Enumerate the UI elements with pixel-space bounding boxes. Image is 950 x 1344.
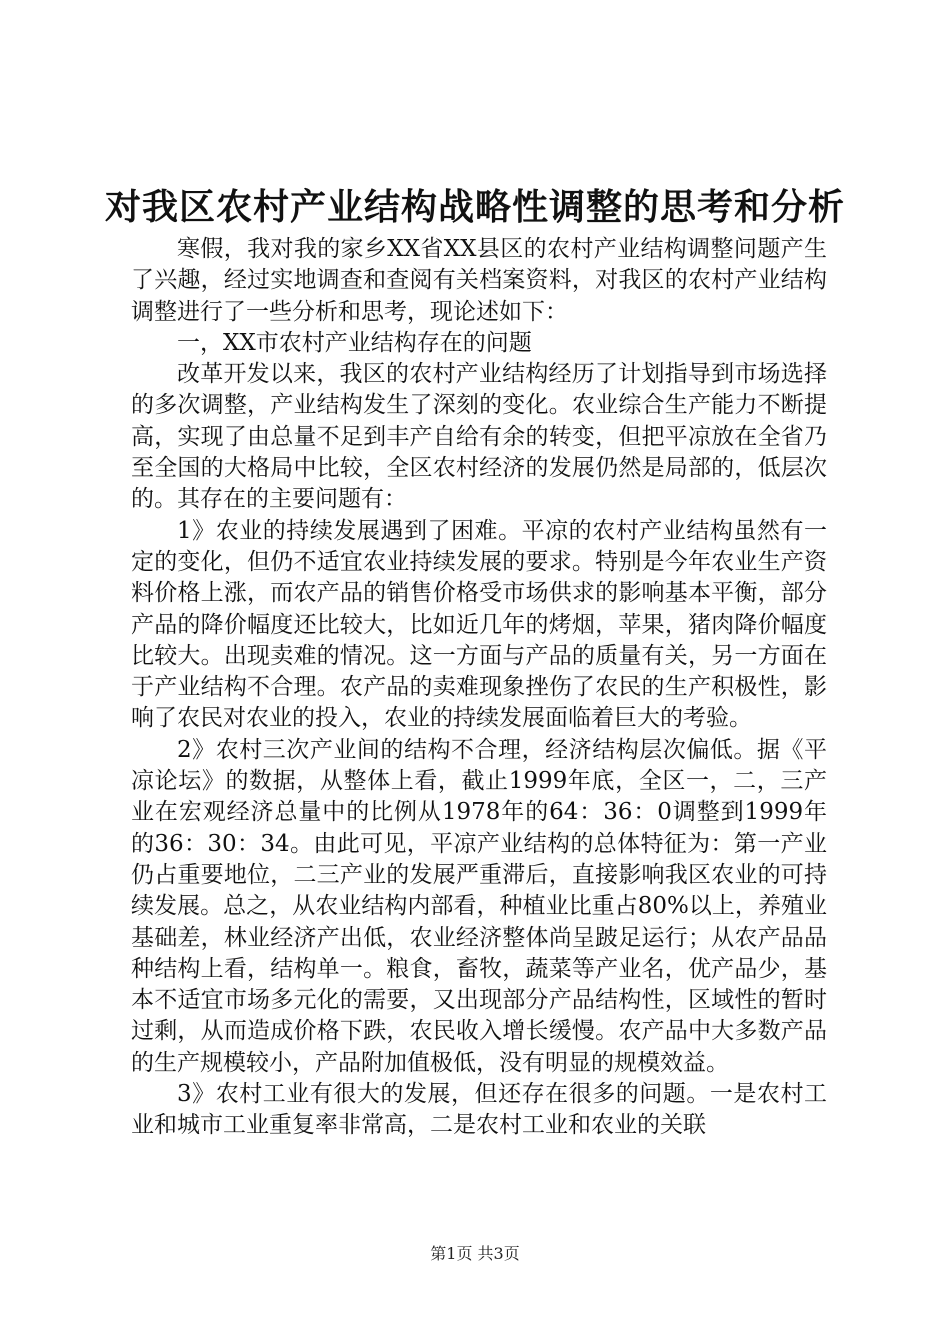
document-body <box>131 234 827 1142</box>
section-heading: 一，XX市农村产业结构存在的问题 <box>177 329 532 356</box>
paragraph-overview: 改革开发以来，我区的农村产业结构经历了计划指导到市场选择的多次调整，产业结构发生了深刻的变化。农业综合生产能力不断提高，实现了由总量不足到丰产自给有余的转变，但把平凉放在全省乃至全国的大格局中比较，全区农村经济的发展仍然是局部的，低层次的。其存在的主要问题有： <box>131 361 827 513</box>
paragraph-point-2: 2》农村三次产业间的结构不合理，经济结构层次偏低。据《平凉论坛》的数据，从整体上看，截止1999年底，全区一，二，三产业在宏观经济总量中的比例从1978年的64：36：0调整到1999年的36：30：34。由此可见，平凉产业结构的总体特征为：第一产业仍占重要地位，二三产业的发展严重滞后，直接影响我区农业的可持续发展。总之，从农业结构内部看，种植业比重占80%以上，养殖业基础差，林业经济产出低，农业经济整体尚呈跛足运行；从农产品品种结构上看，结构单一。粮食，畜牧，蔬菜等产业名，优产品少，基本不适宜市场多元化的需要，又出现部分产品结构性，区域性的暂时过剩，从而造成价格下跌，农民收入增长缓慢。农产品中大多数产品的生产规模较小，产品附加值极低，没有明显的规模效益。 <box>131 736 827 1076</box>
paragraph-point-3: 3》农村工业有很大的发展，但还存在很多的问题。一是农村工业和城市工业重复率非常高，二是农村工业和农业的关联 <box>131 1081 827 1139</box>
paragraph-intro: 寒假，我对我的家乡XX省XX县区的农村产业结构调整问题产生了兴趣，经过实地调查和查阅有关档案资料，对我区的农村产业结构调整进行了一些分析和思考，现论述如下： <box>131 236 827 325</box>
document-title: 对我区农村产业结构战略性调整的思考和分析 <box>104 186 845 228</box>
page-number-footer: 第1页 共3页 <box>430 1244 520 1263</box>
paragraph-point-1: 1》农业的持续发展遇到了困难。平凉的农村产业结构虽然有一定的变化，但仍不适宜农业持续发展的要求。特别是今年农业生产资料价格上涨，而农产品的销售价格受市场供求的影响基本平衡，部分产品的降价幅度还比较大，比如近几年的烤烟，苹果，猪肉降价幅度比较大。出现卖难的情况。这一方面与产品的质量有关，另一方面在于产业结构不合理。农产品的卖难现象挫伤了农民的生产积极性，影响了农民对农业的投入，农业的持续发展面临着巨大的考验。 <box>131 517 827 732</box>
